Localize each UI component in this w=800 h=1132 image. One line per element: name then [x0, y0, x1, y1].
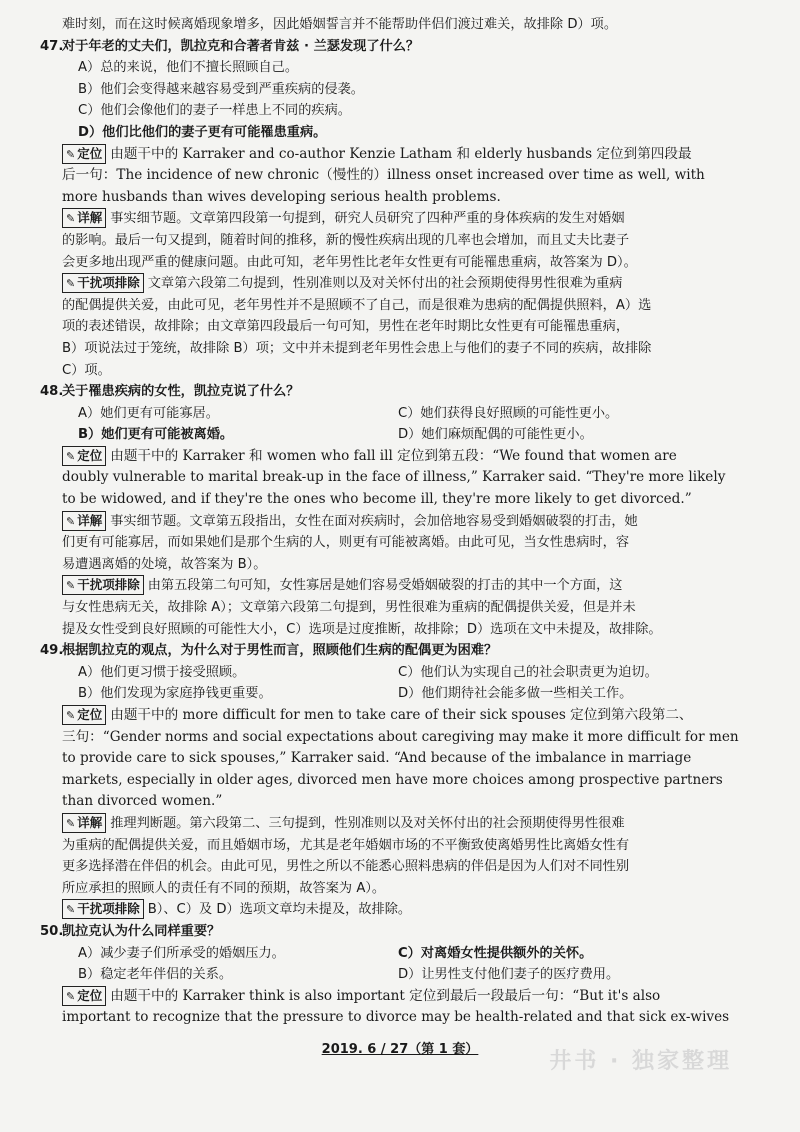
locate-tag: ✎ 定位 — [62, 144, 106, 164]
question-48 — [40, 381, 774, 403]
option-d-answer: D）他们比他们的妻子更有可能罹患重病。 — [78, 124, 327, 140]
question-stem: 凯拉克认为什么同样重要？ — [62, 923, 221, 939]
explain-line: 为重病的配偶提供关爱，而且婚姻市场，尤其是老年婚姻市场的不平衡致使离婚男性比离婚女性有 — [62, 837, 630, 853]
locate-line: important to recognize that the pressure to divorce may be health-related and that sick ex-wives — [62, 1009, 730, 1026]
option-c: C）她们获得良好照顾的可能性更小。 — [398, 405, 619, 421]
question-47 — [40, 36, 774, 58]
locate-line: doubly vulnerable to marital break-up in the face of illness,” Karraker said. “They're more likely — [62, 469, 726, 486]
pencil-icon: ✎ — [66, 709, 76, 722]
locate-line: ✎ 定位 由题干中的 Karraker and co-author Kenzie Latham 和 elderly husbands 定位到第四段最 — [62, 144, 774, 166]
options-row — [62, 424, 774, 446]
pencil-icon: ✎ — [66, 449, 76, 463]
explain-tag: ✎ 详解 — [62, 511, 106, 531]
distract-line: 与女性患病无关，故排除 A）；文章第六段第二句提到，男性很难为重病的配偶提供关爱，但是并未 — [62, 600, 636, 616]
pencil-icon: ✎ — [66, 816, 76, 830]
locate-line: to provide care to sick spouses,” Karraker said. “And because of the imbalance in marriage — [62, 750, 692, 767]
question-stem: 根据凯拉克的观点，为什么对于男性而言，照顾他们生病的配偶更为困难？ — [62, 643, 498, 659]
locate-line: markets, especially in older ages, divorced men have more choices among prospective partners — [62, 771, 723, 788]
distract-line: ✎ 干扰项排除 文章第六段第二句提到，性别准则以及对关怀付出的社会预期使得男性很难为重病 — [62, 273, 774, 295]
explain-line: 们更有可能寡居，而如果她们是那个生病的人，则更有可能被离婚。由此可见，当女性患病时，容 — [62, 535, 630, 551]
options-row — [62, 662, 774, 684]
locate-line: to be widowed, and if they're the ones who become ill, they're more likely to get divorced.” — [62, 491, 692, 508]
question-number: 48. — [40, 384, 64, 400]
explain-line: ✎ 详解 事实细节题。文章第四段第一句提到，研究人员研究了四种严重的身体疾病的发生对婚姻 — [62, 208, 774, 230]
explain-line: 会更多地出现严重的健康问题。由此可知，老年男性比老年女性更有可能罹患重病，故答案为 D）。 — [62, 254, 637, 270]
distract-tag: ✎ 干扰项排除 — [62, 899, 144, 919]
distract-line: B）项说法过于笼统，故排除 B）项；文中并未提到老年男性会患上与他们的妻子不同的疾病，故排除 — [62, 340, 652, 356]
pencil-icon: ✎ — [66, 277, 76, 291]
locate-tag: ✎ 定位 — [62, 705, 106, 725]
distract-line: 项的表述错误，故排除；由文章第四段最后一句可知，男性在老年时期比女性更有可能罹患重病， — [62, 319, 630, 335]
distract-tag: ✎ 干扰项排除 — [62, 273, 144, 293]
explain-line: ✎ 详解 事实细节题。文章第五段指出，女性在面对疾病时，会加倍地容易受到婚姻破裂的打击，她 — [62, 511, 774, 533]
options-row — [62, 964, 774, 986]
option-b: B）他们会变得越来越容易受到严重疾病的侵袭。 — [78, 81, 364, 97]
question-number: 49. — [40, 643, 64, 659]
document-body — [40, 14, 774, 1029]
pencil-icon: ✎ — [66, 147, 76, 161]
top-line: 难时刻，而在这时候离婚现象增多，因此婚姻誓言并不能帮助伴侣们渡过难关，故排除 D）项。 — [62, 17, 618, 32]
distract-line: 提及女性受到良好照顾的可能性大小，C）选项是过度推断，故排除；D）选项在文中未提及，故排除。 — [62, 621, 662, 637]
option-d: D）她们麻烦配偶的可能性更小。 — [398, 427, 593, 443]
explain-line: ✎ 详解 推理判断题。第六段第二、三句提到，性别准则以及对关怀付出的社会预期使得男性很难 — [62, 813, 774, 835]
option-c-answer: C）对离婚女性提供额外的关怀。 — [398, 945, 593, 961]
option-a: A）她们更有可能寡居。 — [78, 405, 219, 421]
distract-line: ✎ 干扰项排除 由第五段第二句可知，女性寡居是她们容易受婚姻破裂的打击的其中一个方面，这 — [62, 575, 774, 597]
distract-line: C）项。 — [62, 362, 111, 378]
watermark: 井书 · 独家整理 — [549, 1049, 732, 1074]
explain-line: 的影响。最后一句又提到，随着时间的推移，新的慢性疾病出现的几率也会增加，而且丈夫比妻子 — [62, 232, 630, 248]
explain-line: 更多选择潜在伴侣的机会。由此可见，男性之所以不能悉心照料患病的伴侣是因为人们对不同性别 — [62, 859, 630, 875]
distract-tag: ✎ 干扰项排除 — [62, 575, 144, 595]
locate-tag: ✎ 定位 — [62, 446, 106, 466]
options-row — [62, 683, 774, 705]
distract-line: ✎ 干扰项排除 B）、C）及 D）选项文章均未提及，故排除。 — [62, 899, 774, 921]
question-number: 47. — [40, 38, 64, 54]
explain-line: 所应承担的照顾人的责任有不同的预期，故答案为 A）。 — [62, 880, 386, 896]
pencil-icon: ✎ — [66, 514, 76, 528]
locate-line: ✎ 定位 由题干中的 more difficult for men to take care of their sick spouses 定位到第六段第二、 — [62, 705, 774, 727]
explain-line: 易遭遇离婚的处境，故答案为 B）。 — [62, 556, 267, 572]
option-b: B）稳定老年伴侣的关系。 — [78, 967, 233, 983]
pencil-icon: ✎ — [66, 989, 76, 1003]
options-row — [62, 403, 774, 425]
pencil-icon: ✎ — [66, 903, 76, 917]
question-stem: 关于罹患疾病的女性，凯拉克说了什么？ — [62, 384, 300, 400]
pencil-icon: ✎ — [66, 212, 76, 226]
option-b-answer: B）她们更有可能被离婚。 — [78, 427, 234, 443]
question-49 — [40, 640, 774, 662]
option-a: A）他们更习惯于接受照顾。 — [78, 664, 246, 680]
locate-line: 三句：“Gender norms and social expectations about caregiving may make it more difficult for men — [62, 728, 739, 745]
locate-line: ✎ 定位 由题干中的 Karraker 和 women who fall ill 定位到第五段：“We found that women are — [62, 446, 774, 468]
question-stem: 对于年老的丈夫们，凯拉克和合著者肯兹 · 兰瑟发现了什么？ — [62, 38, 420, 54]
option-a: A）总的来说，他们不擅长照顾自己。 — [78, 60, 299, 76]
locate-line: 后一句：The incidence of new chronic（慢性的）illness onset increased over time as well, with — [62, 167, 705, 184]
option-d: D）让男性支付他们妻子的医疗费用。 — [398, 967, 620, 983]
locate-line: more husbands than wives developing serious health problems. — [62, 188, 501, 205]
option-c: C）他们会像他们的妻子一样患上不同的疾病。 — [78, 103, 351, 119]
locate-tag: ✎ 定位 — [62, 986, 106, 1006]
option-d: D）他们期待社会能多做一些相关工作。 — [398, 686, 633, 702]
question-50 — [40, 921, 774, 943]
page-footer: 2019. 6 / 27（第 1 套） — [321, 1042, 479, 1057]
pencil-icon: ✎ — [66, 579, 76, 593]
option-c: C）他们认为实现自己的社会职责更为迫切。 — [398, 664, 658, 680]
locate-line: than divorced women.” — [62, 793, 223, 810]
option-a: A）减少妻子们所承受的婚姻压力。 — [78, 945, 285, 961]
distract-line: 的配偶提供关爱，由此可见，老年男性并不是照顾不了自己，而是很难为患病的配偶提供照料，A）选 — [62, 297, 652, 313]
option-b: B）他们发现为家庭挣钱更重要。 — [78, 686, 272, 702]
question-number: 50. — [40, 923, 64, 939]
locate-line: ✎ 定位 由题干中的 Karraker think is also important 定位到最后一段最后一句：“But it's also — [62, 986, 774, 1008]
options-row — [62, 943, 774, 965]
explain-tag: ✎ 详解 — [62, 813, 106, 833]
explain-tag: ✎ 详解 — [62, 208, 106, 228]
